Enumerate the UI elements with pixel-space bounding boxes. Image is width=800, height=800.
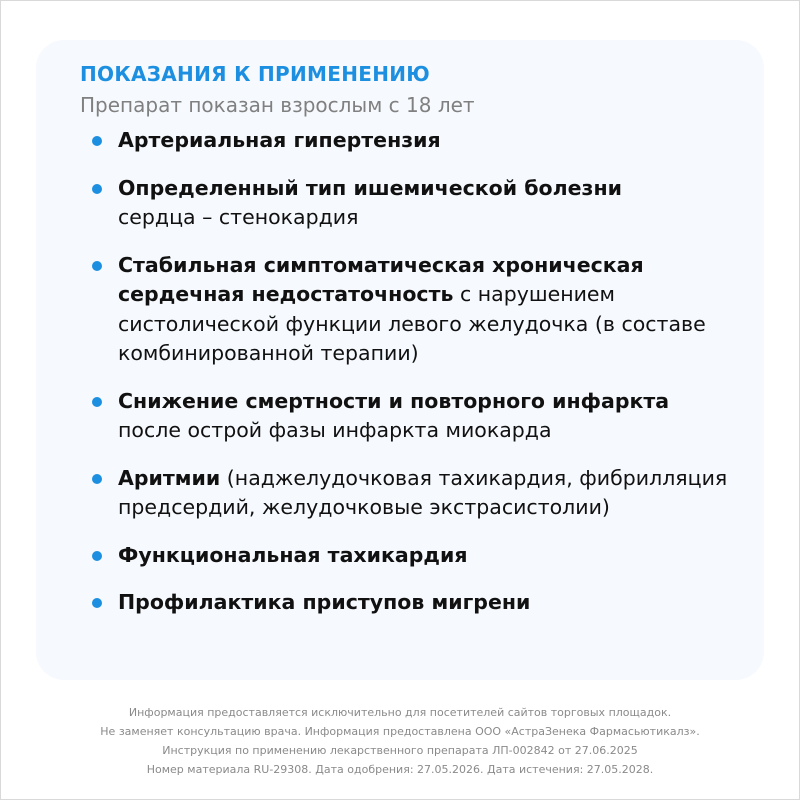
bullet-icon [92,184,102,194]
page-subtitle: Препарат показан взрослым с 18 лет [80,93,475,117]
list-item [92,387,752,446]
disclaimer-footer [0,703,800,779]
bullet-icon [92,474,102,484]
page-title: ПОКАЗАНИЯ К ПРИМЕНЕНИЮ [80,62,431,86]
bullet-icon [92,261,102,271]
list-item [92,126,752,156]
list-item [92,464,752,523]
indication-bold: Аритмии [118,465,221,490]
indication-bold: Стабильная симптоматическая хроническая сердечная недостаточность [118,252,644,306]
bullet-icon [92,397,102,407]
disclaimer-line: Не заменяет консультацию врача. Информация предоставлена ООО «АстраЗенека Фармасьютикалз». [100,725,700,738]
list-item [92,174,752,233]
indication-text: (наджелудочковая тахикардия, фибрилляция предсердий, желудочковые экстрасистолии) [118,465,728,519]
bullet-icon [92,136,102,146]
indication-bold: Снижение смертности и повторного инфаркта [118,388,670,413]
indication-text: с нарушением систолической функции левого желудочка (в составе комбинированной терапии) [118,282,706,365]
list-item [92,251,752,369]
list-item [92,541,752,571]
indication-bold: Определенный тип ишемической болезни [118,175,623,200]
indication-text: после острой фазы инфаркта миокарда [118,418,552,442]
list-item [92,588,752,618]
disclaimer-line: Информация предоставляется исключительно для посетителей сайтов торговых площадок. [128,706,672,719]
disclaimer-line: Инструкция по применению лекарственного препарата ЛП-002842 от 27.06.2025 [162,744,638,757]
indication-bold: Профилактика приступов мигрени [118,590,531,614]
indications-list [92,126,752,636]
indication-bold: Артериальная гипертензия [118,128,441,152]
indication-text: сердца – стенокардия [118,205,359,229]
bullet-icon [92,551,102,561]
bullet-icon [92,598,102,608]
disclaimer-line: Номер материала RU-29308. Дата одобрения: 27.05.2026. Дата истечения: 27.05.2028. [146,763,654,776]
indication-bold: Функциональная тахикардия [118,542,468,567]
